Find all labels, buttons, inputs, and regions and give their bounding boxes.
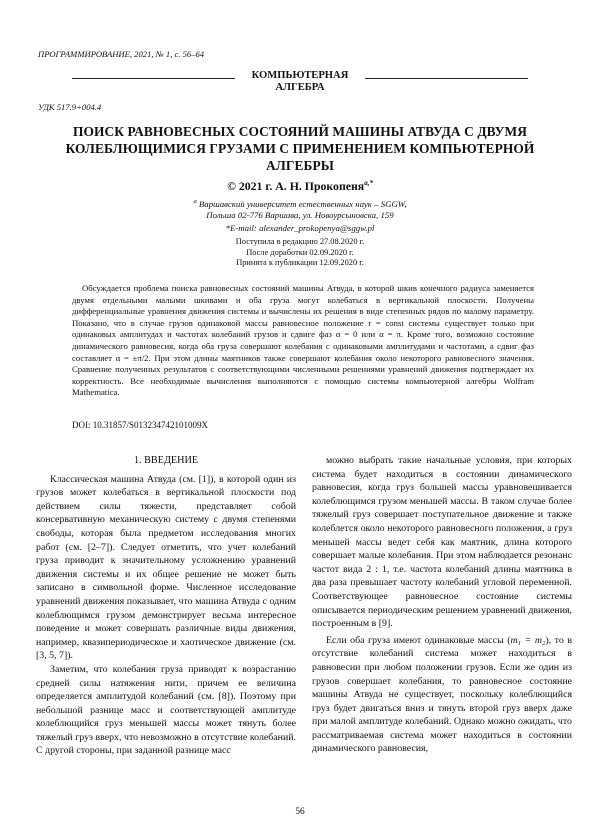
mass-formula: m₁ = m₂ <box>510 634 546 646</box>
journal-citation: ПРОГРАММИРОВАНИЕ, 2021, № 1, с. 56–64 <box>38 49 205 59</box>
received-date: Поступила в редакцию 27.08.2020 г. <box>235 237 365 246</box>
article-title: ПОИСК РАВНОВЕСНЫХ СОСТОЯНИЙ МАШИНЫ АТВУДА С ДВУМЯ КОЛЕБЛЮЩИМИСЯ ГРУЗАМИ С ПРИМЕНЕНИЕМ КОМПЬЮТЕРНОЙ АЛГЕБРЫ <box>65 124 535 173</box>
revised-date: После доработки 02.09.2020 г. <box>246 247 354 257</box>
section-heading: 1. ВВЕДЕНИЕ <box>133 455 199 466</box>
paragraph: можно выбрать такие начальные условия, при которых система будет находиться в состоянии динамического равновесия, когда груз большей массы уравновешивается колеблющимся грузом меньшей массы. В таком случае более тяжелый груз совершает поступательное движение и также колеблется около некоторого равновесного положения, а груз меньшей массы ведет себя как маятник, длина которого совершает малые колебания. При этом наблюдается резонанс частот вида 2 : 1, т.е. частота колебаний длины маятника в два раза превышает частоту колебаний угловой переменной. Соответствующее равновесное состояние системы описывается периодическим решением уравнений движения, построенным в [9]. <box>312 455 572 630</box>
rubric-line-1: КОМПЬЮТЕРНАЯ <box>251 70 349 81</box>
udk-code: УДК 517.9+004.4 <box>38 102 102 112</box>
author-email: *E-mail: alexander_prokopenya@sggw.pl <box>225 223 375 233</box>
affiliation-line-1: $^a$ Варшавский университет естественных наук – SGGW, <box>193 198 407 209</box>
rubric-line-2: АЛГЕБРА <box>275 82 325 93</box>
doi: DOI: 10.31857/S013234742101009X <box>72 420 209 430</box>
paragraph: Классическая машина Атвуда (см. [1]), в которой один из грузов может колебаться в вертикальной плоскости под действием силы тяжести, представляет собой консервативную механическую систему с двумя степенями свободы, которая была предметом исследования многих работ (см. [2–7]). Следует отметить, что учет колебаний груза приводит к значительному усложнению уравнений движения системы и их общее решение не может быть записано в символьной форме. Численное исследование уравнений движения показывает, что машина Атвуда с одним колеблющимся грузом демонстрирует весьма интересное поведение и может совершать различные виды движения, например, квазипериодическое и хаотическое движение (см. [3, 5, 7]). <box>36 473 296 662</box>
accepted-date: Принята к публикации 12.09.2020 г. <box>236 258 364 267</box>
affiliation <box>0 196 600 221</box>
paragraph: Заметим, что колебания груза приводят к возрастанию средней силы натяжения нити, причем ее величина определяется амплитудой колебаний (см. [8]). Поэтому при небольшой разнице масс и соответствующей амплитуде колеблющийся груз меньшей массы может тянуть более тяжелый груз вверх, что невозможно в отсутствие колебаний. С другой стороны, при заданной разнице масс <box>36 663 296 757</box>
left-column <box>36 454 296 758</box>
author-superscript: a,* <box>364 179 373 188</box>
right-column <box>312 454 572 756</box>
affiliation-superscript: a <box>193 198 197 205</box>
page-number: 56 <box>295 807 305 817</box>
abstract: Обсуждается проблема поиска равновесных состояний машины Атвуда, в которой шкив конечного радиуса заменяется двумя отдельными малыми шкивами и оба груза могут колебаться в вертикальной плоскости. Получены дифференциальные уравнения движения системы и вычислены их решения в виде степенных рядов по малому параметру. Показано, что в случае грузов одинаковой массы равновесное положение r = const системы существует только при одинаковых амплитудах и частотах колебаний грузов и сдвиге фаз α = 0 или α = π. Кроме того, возможно состояние динамического равновесия, когда оба груза совершают колебания с одинаковыми амплитудами и частотами, а сдвиг фаз составляет α = ±π/2. При этом длины маятников также совершают колебания около некоторого равновесного значения. Сравнение полученных результатов с соответствующими численными решениями уравнений движения подтверждает их корректность. Все необходимые вычисления выполняются с помощью системы компьютерной алгебры Wolfram Mathematica. <box>72 283 534 398</box>
affiliation-line-2: Польша 02-776 Варшава, ул. Новоурсыновска, 159 <box>206 209 394 220</box>
rubric-heading <box>0 70 600 94</box>
submission-dates <box>0 237 600 269</box>
author-line <box>0 179 600 194</box>
paragraph: Если оба груза имеют одинаковые массы (m₁ = m₂), то в отсутствие колебаний система может находиться в равновесии при любом положении грузов. Если же один из грузов совершает колебания, то равновесное состояние машины Атвуда не существует, поскольку колеблющийся груз будет двигаться вниз и тянуть второй груз вверх даже при малой амплитуде колебаний. Однако можно ожидать, что рассматриваемая система может находиться в состоянии динамического равновесия, <box>312 634 572 755</box>
author-name: © 2021 г. А. Н. Прокопеня <box>227 179 365 193</box>
